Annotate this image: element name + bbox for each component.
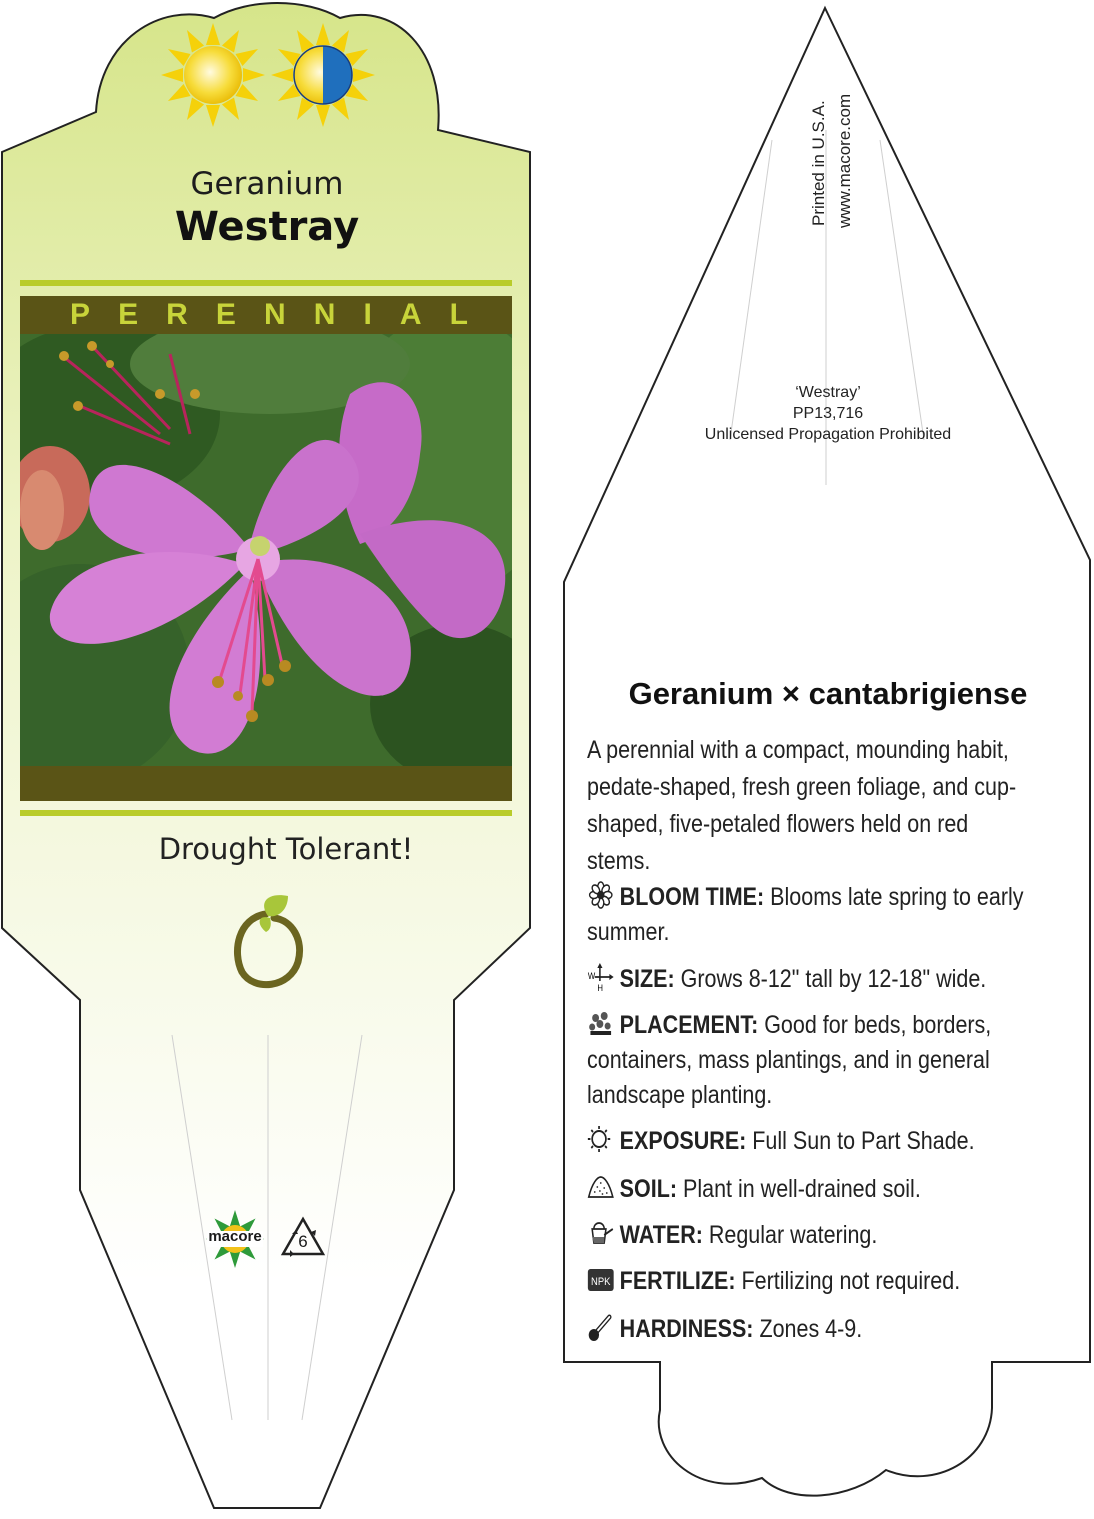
npk-icon <box>587 1265 615 1293</box>
hardiness-label: HARDINESS: <box>619 1315 754 1343</box>
size-icon-w: W <box>587 970 596 982</box>
attribute-soil <box>587 1172 1034 1207</box>
attribute-hardiness <box>587 1312 1034 1347</box>
size-icon-h: H <box>597 982 603 991</box>
patent-notice: Unlicensed Propagation Prohibited <box>704 426 952 443</box>
water-label: WATER: <box>619 1221 703 1249</box>
placement-value: Good for beds, borders, containers, mass plantings, and in general landscape planting. <box>587 1011 992 1109</box>
brand-name: macore <box>208 1228 262 1245</box>
category-letter: E <box>118 298 139 331</box>
bloom-time-value: Blooms late spring to early summer. <box>587 883 1024 946</box>
seedling-logo-icon <box>228 892 308 992</box>
water-value: Regular watering. <box>702 1221 878 1249</box>
patent-block <box>640 382 1016 445</box>
part-shade-icon <box>270 22 376 128</box>
front-tagline: Drought Tolerant! <box>158 832 414 866</box>
front-cultivar: Westray <box>174 204 360 250</box>
description: A perennial with a compact, mounding habit, pedate-shaped, fresh green foliage, and cup-shaped, five-petaled flowers held on red stems. <box>587 736 1017 875</box>
bloom-time-label: BLOOM TIME: <box>619 883 765 911</box>
hardiness-value: Zones 4-9. <box>753 1315 863 1343</box>
website-text: www.macore.com <box>835 93 854 228</box>
placement-label: PLACEMENT: <box>619 1011 759 1039</box>
attribute-bloom-time <box>587 880 1034 950</box>
attribute-placement <box>587 1008 1034 1113</box>
thermometer-icon <box>587 1313 615 1341</box>
soil-label: SOIL: <box>619 1175 678 1203</box>
size-value: Grows 8-12" tall by 12-18" wide. <box>674 965 987 993</box>
patent-number: PP13,716 <box>792 405 864 422</box>
soil-value: Plant in well-drained soil. <box>677 1175 921 1203</box>
size-label: SIZE: <box>619 965 675 993</box>
full-sun-icon <box>160 22 266 128</box>
exposure-value: Full Sun to Part Shade. <box>746 1127 975 1155</box>
watering-can-icon <box>587 1219 615 1247</box>
recycle-number: 6 <box>298 1232 308 1251</box>
category-letter: A <box>399 298 422 331</box>
exposure-label: EXPOSURE: <box>619 1127 747 1155</box>
species-name: Geranium × cantabrigiense <box>628 676 1028 711</box>
category-letter: I <box>363 298 372 331</box>
sun-icon <box>587 1125 615 1153</box>
category-letter: L <box>449 298 468 331</box>
attribute-size <box>587 962 1034 997</box>
soil-icon <box>587 1173 615 1201</box>
category-letter: E <box>215 298 236 331</box>
attribute-fertilize <box>587 1264 1034 1299</box>
category-band <box>20 296 512 334</box>
attribute-water <box>587 1218 1034 1253</box>
category-letter: N <box>313 298 336 331</box>
npk-letters: NPK <box>591 1276 611 1289</box>
fertilize-value: Fertilizing not required. <box>735 1267 961 1295</box>
category-letter: P <box>70 298 91 331</box>
photo-bottom-band <box>20 766 512 801</box>
printed-in-text: Printed in U.S.A. <box>809 100 828 226</box>
category-letter: R <box>166 298 188 331</box>
size-icon <box>587 963 615 991</box>
flower-icon <box>587 881 615 909</box>
plants-icon <box>587 1009 615 1037</box>
front-genus: Geranium <box>190 166 344 202</box>
category-letter: N <box>263 298 286 331</box>
patent-cultivar: ‘Westray’ <box>795 384 861 401</box>
attribute-exposure <box>587 1124 1034 1159</box>
fertilize-label: FERTILIZE: <box>619 1267 736 1295</box>
flower-photo <box>20 334 512 766</box>
